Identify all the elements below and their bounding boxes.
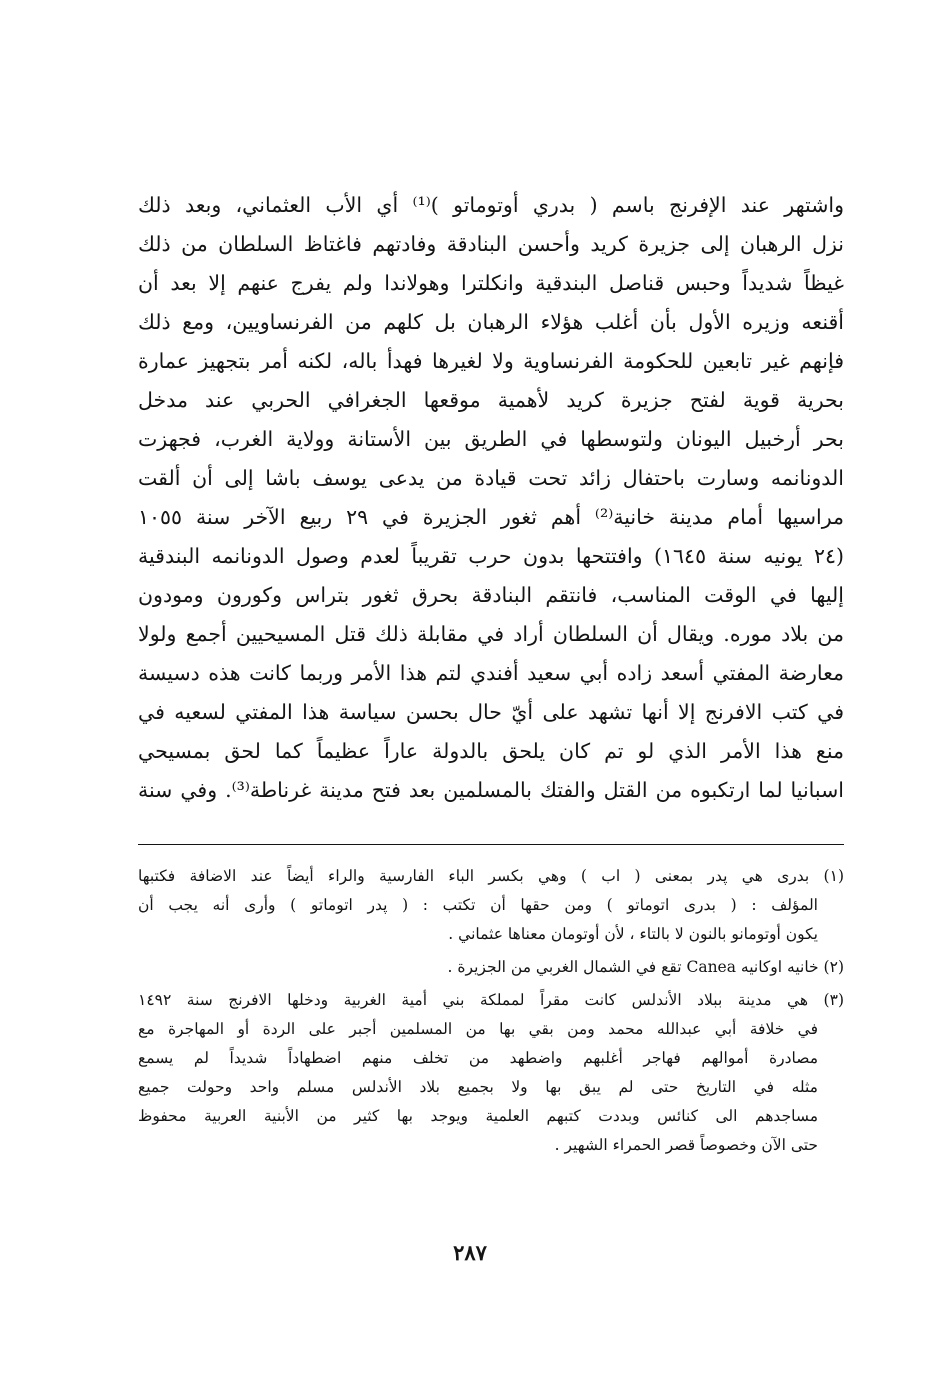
- footnote-3-line: (٣) هي مدينة ببلاد الأندلس كانت مقراً لمملكة بني أمية الغربية ودخلها الافرنج سنة ١٤٩٢: [138, 991, 844, 1009]
- body-line: فإنهم غير تابعين للحكومة الفرنساوية ولا لغيرها فهدأ باله، لكنه أمر بتجهيز عمارة: [138, 349, 844, 373]
- body-line: بحر أرخبيل اليونان ولتوسطها في الطريق بين الأستانة وولاية الغرب، فجهزت: [138, 427, 844, 451]
- body-line: أقنعه وزيره الأول بأن أغلب هؤلاء الرهبان بل كلهم من الفرنساويين، ومع ذلك: [138, 310, 844, 334]
- body-line: من بلاد موره. ويقال أن السلطان أراد في مقابلة ذلك قتل المسيحيين أجمع ولولا: [138, 622, 844, 646]
- body-line: (٢٤ يونيه سنة ١٦٤٥) وافتتحها بدون حرب تقريباً لعدم وصول الدونانمه البندقية: [138, 544, 844, 568]
- body-line: منع هذا الأمر الذي لو تم كان يلحق بالدولة عاراً عظيماً كما لحق بمسيحي: [138, 739, 844, 763]
- footnote-3-line: مثله في التاريخ حتى لم يبق بها ولا بجميع بلاد الأندلس مسلم واحد وحولت جميع: [138, 1078, 818, 1096]
- body-line: غيظاً شديداً وحبس قناصل البندقية وانكلترا وهولاندا ولم يفرج عنهم إلا بعد أن: [138, 271, 844, 295]
- body-line: بحرية قوية لفتح جزيرة كريد لأهمية موقعها الجغرافي الحربي عند مدخل: [138, 388, 844, 412]
- body-line: معارضة المفتي أسعد زاده أبي سعيد أفندي لتم هذا الأمر وربما كانت هذه دسيسة: [138, 661, 844, 685]
- footnote-2-line: (٢) خانيه اوكانيه Canea تقع في الشمال الغربي من الجزيرة .: [447, 958, 844, 976]
- footnote-3-line: حتى الآن وخصوصاً قصر الحمراء الشهير .: [554, 1136, 818, 1154]
- body-line: في كتب الافرنج إلا أنها تشهد على أيّ حال بحسن سياسة هذا المفتي لسعيه في: [138, 700, 844, 724]
- body-line: نزل الرهبان إلى جزيرة كريد وأحسن البنادقة وفادتهم فاغتاظ السلطان من ذلك: [138, 232, 844, 256]
- body-line: مراسيها أمام مدينة خانية⁽²⁾ أهم ثغور الجزيرة في ٢٩ ربيع الآخر سنة ١٠٥٥: [138, 505, 844, 529]
- footnote-1-line: المؤلف : ( بدرى اتوماتو ) ومن حقها أن تكتب : ( پدر اتوماتو ) وأرى أنه يجب أن: [138, 896, 818, 914]
- footnote-3-line: في خلافة أبي عبدالله محمد ومن بقي بها من المسلمين أجبر على الردة أو المهاجرة مع: [138, 1020, 818, 1038]
- body-text: [138, 186, 844, 810]
- footnote-3-line: مساجدهم الى كنائس وبددت كتبهم العلمية ويوجد بها كثير من الأبنية العربية محفوظ: [138, 1107, 818, 1125]
- footnote-1-line: يكون أوتومانو بالنون لا بالتاء ، لأن أوتومان معناها عثماني .: [448, 925, 818, 943]
- body-line: اسبانيا لما ارتكبوه من القتل والفتك بالمسلمين بعد فتح مدينة غرناطة⁽³⁾. وفي سنة: [138, 778, 844, 802]
- footnote-1-line: (١) بدرى هي پدر بمعنى ( اب ) وهي بكسر الباء الفارسية والراء أيضاً عند الاضافة فكتبها: [138, 867, 844, 885]
- footnote-3-line: مصادرة أموالهم فهاجر أغلبهم واضطهد من تخلف منهم اضطهاداً شديداً لم يسمع: [138, 1049, 818, 1067]
- body-line: واشتهر عند الإفرنج باسم ( بدري أوتوماتو )⁽¹⁾ أي الأب العثماني، وبعد ذلك: [138, 193, 844, 217]
- body-line: الدونانمه وسارت باحتفال زائد تحت قيادة من يدعى يوسف باشا إلى أن ألقت: [138, 466, 844, 490]
- page-number: ٢٨٧: [453, 1240, 487, 1265]
- footnote-separator: [138, 844, 844, 845]
- body-line: إليها في الوقت المناسب، فانتقم البنادقة بحرق ثغور بتراس وكورون ومودون: [138, 583, 844, 607]
- footnotes: [138, 862, 844, 1160]
